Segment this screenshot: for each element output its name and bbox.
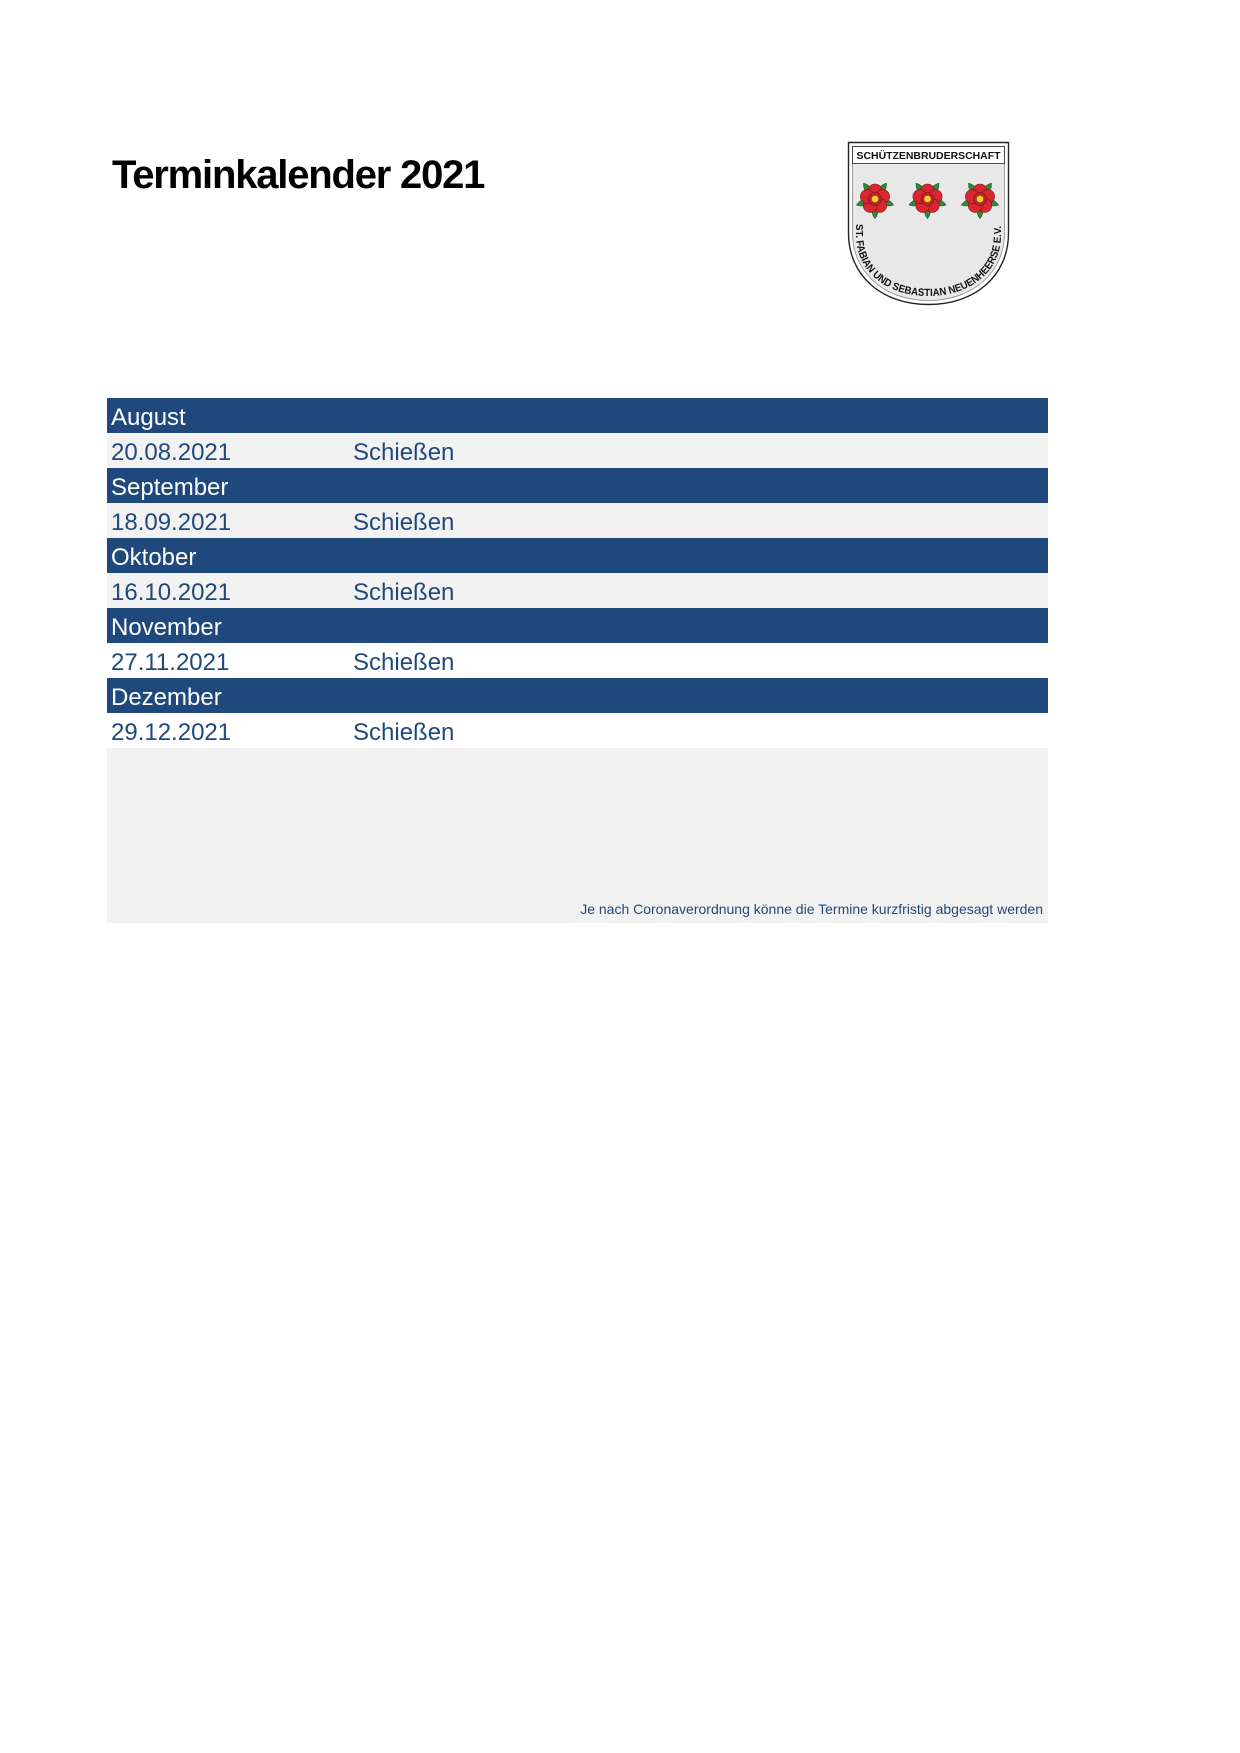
month-label: September — [111, 474, 229, 501]
corona-notice: Je nach Coronaverordnung könne die Termine kurzfristig abgesagt werden — [580, 901, 1043, 917]
event-row — [107, 713, 1048, 748]
month-label: Oktober — [111, 544, 197, 571]
month-header-row — [107, 398, 1048, 433]
logo-header-text: SCHÜTZENBRUDERSCHAFT — [856, 150, 997, 162]
month-label: August — [111, 404, 186, 431]
event-title: Schießen — [353, 719, 455, 746]
event-row — [107, 643, 1048, 678]
page-title: Terminkalender 2021 — [112, 153, 485, 197]
month-label: Dezember — [111, 684, 222, 711]
event-date: 18.09.2021 — [111, 509, 232, 536]
event-date: 20.08.2021 — [111, 439, 232, 466]
month-label: November — [111, 614, 222, 641]
event-row — [107, 503, 1048, 538]
event-title: Schießen — [353, 439, 455, 466]
event-title: Schießen — [353, 509, 455, 536]
event-date: 16.10.2021 — [111, 579, 232, 606]
club-logo — [847, 141, 1010, 306]
month-header-row — [107, 608, 1048, 643]
event-date: 29.12.2021 — [111, 719, 232, 746]
event-calendar — [107, 398, 1048, 923]
event-row — [107, 433, 1048, 468]
logo-ring-text-path: ST. FABIAN UND SEBASTIAN NEUENHEERSE E.V. — [852, 224, 1005, 300]
event-row — [107, 573, 1048, 608]
event-title: Schießen — [353, 649, 455, 676]
event-date: 27.11.2021 — [111, 649, 230, 676]
month-header-row — [107, 678, 1048, 713]
notes-area — [107, 748, 1048, 923]
event-title: Schießen — [353, 579, 455, 606]
month-header-row — [107, 468, 1048, 503]
month-header-row — [107, 538, 1048, 573]
